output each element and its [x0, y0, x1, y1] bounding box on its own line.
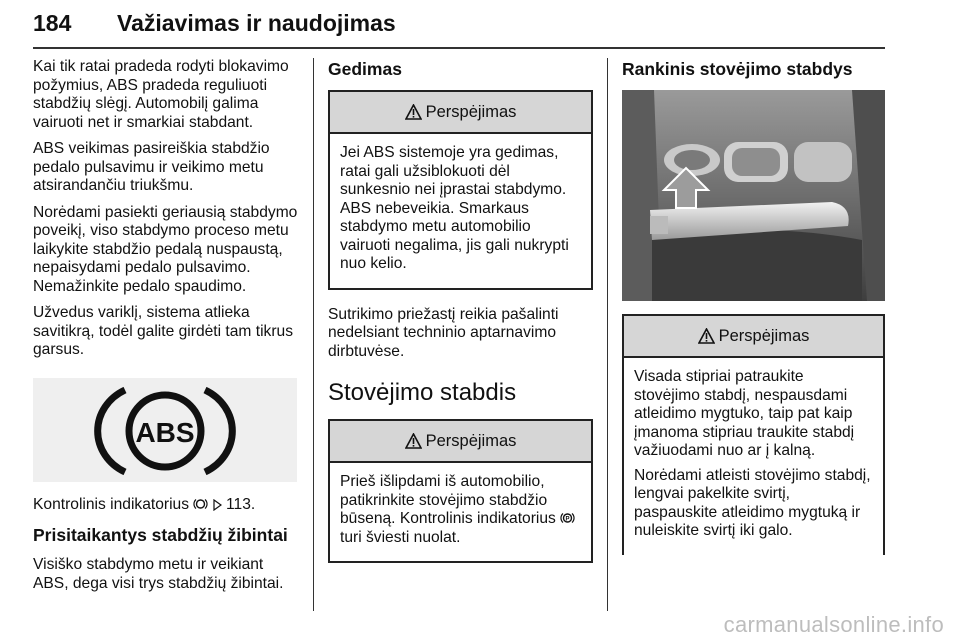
- warning-title: Perspėjimas: [425, 431, 517, 450]
- page-number: 184: [33, 10, 72, 36]
- warning-header: [330, 421, 591, 463]
- column-divider: [607, 58, 608, 611]
- warning-text: Jei ABS sistemoje yra gedimas, ratai gali užsiblokuoti dėl sunkesnio nei įprastai stabdymo. ABS nebeveikia. Smarkaus stabdymo metu automobilio vairuoti negalima, jis gali nukrypti nuo kelio.: [340, 144, 569, 272]
- abs-indicator-icon: [33, 378, 297, 482]
- parking-brake-indicator-icon: [560, 511, 575, 525]
- warning-body: [624, 358, 883, 555]
- column-3: [622, 58, 885, 571]
- hand-brake-illustration: [622, 90, 885, 301]
- column-divider: [313, 58, 314, 611]
- paragraph: Visiško stabdymo metu ir veikiant ABS, dega visi trys stabdžių žibintai.: [33, 556, 284, 592]
- page-title: Važiavimas ir naudojimas: [117, 10, 396, 36]
- warning-triangle-icon: [698, 328, 715, 344]
- page-reference-link[interactable]: 113.: [221, 495, 256, 513]
- abs-symbol-text: ABS: [135, 416, 195, 448]
- column-2: [328, 58, 593, 579]
- warning-triangle-icon: [405, 104, 422, 120]
- section-heading-hand-brake: Rankinis stovėjimo stabdys: [622, 59, 853, 79]
- section-heading-parking-brake: Stovėjimo stabdis: [328, 379, 517, 406]
- warning-triangle-icon: [405, 433, 422, 449]
- warning-title: Perspėjimas: [425, 102, 517, 121]
- paragraph: Sutrikimo priežastį reikia pašalinti nedelsiant techninio aptarnavimo dirbtuvėse.: [328, 305, 559, 360]
- warning-text-part: turi šviesti nuolat.: [340, 528, 461, 546]
- section-heading-fault: Gedimas: [328, 59, 402, 79]
- indicator-caption: [33, 496, 301, 515]
- page-reference-icon[interactable]: [213, 499, 222, 511]
- svg-text:P: P: [565, 516, 570, 523]
- warning-header: [330, 92, 591, 134]
- caption-text: Kontrolinis indikatorius: [33, 495, 194, 513]
- hand-brake-photo: [622, 90, 885, 301]
- abs-indicator-icon: [193, 497, 208, 511]
- paragraph: Užvedus variklį, sistema atlieka savitikrą, todėl galite girdėti tam tikrus garsus.: [33, 304, 293, 358]
- header-rule: [33, 47, 885, 49]
- watermark: carmanualsonline.info: [723, 612, 944, 637]
- abs-symbol-illustration: [33, 378, 297, 482]
- paragraph: ABS veikimas pasireiškia stabdžio pedalo pulsavimu ir veikimo metu atsirandančiu triukšmu.: [33, 140, 270, 194]
- warning-box: [622, 314, 885, 555]
- warning-title: Perspėjimas: [718, 326, 810, 345]
- warning-text: [340, 473, 579, 547]
- warning-text-part: Prieš išlipdami iš automobilio, patikrinkite stovėjimo stabdžio būseną. Kontrolinis indikatorius: [340, 473, 561, 527]
- page-header: [33, 4, 885, 46]
- warning-text: Norėdami atleisti stovėjimo stabdį, lengvai pakelkite svirtį, paspauskite atleidimo mygtuką ir nuleiskite svirtį iki galo.: [634, 466, 871, 539]
- section-heading: Prisitaikantys stabdžių žibintai: [33, 525, 288, 545]
- paragraph: Norėdami pasiekti geriausią stabdymo poveikį, viso stabdymo proceso metu laikykite stabdžio pedalą nuspaustą, nepaisydami pedalo pulsavimo. Nemažinkite pedalo spaudimo.: [33, 203, 298, 295]
- warning-text: Visada stipriai patraukite stovėjimo stabdį, nespausdami atleidimo mygtuko, taip pat kaip įmanoma stipriau traukite stabdį važiuodami nuo ar į kalną.: [634, 368, 855, 459]
- paragraph: Kai tik ratai pradeda rodyti blokavimo požymius, ABS pradeda reguliuoti stabdžių slėgį. Automobilį galima vairuoti net ir smarkiai stabdant.: [33, 58, 289, 131]
- warning-body: [330, 463, 591, 561]
- warning-box: [328, 90, 593, 290]
- column-1: [33, 58, 301, 601]
- warning-box: [328, 419, 593, 563]
- warning-header: [624, 316, 883, 358]
- warning-body: [330, 134, 591, 288]
